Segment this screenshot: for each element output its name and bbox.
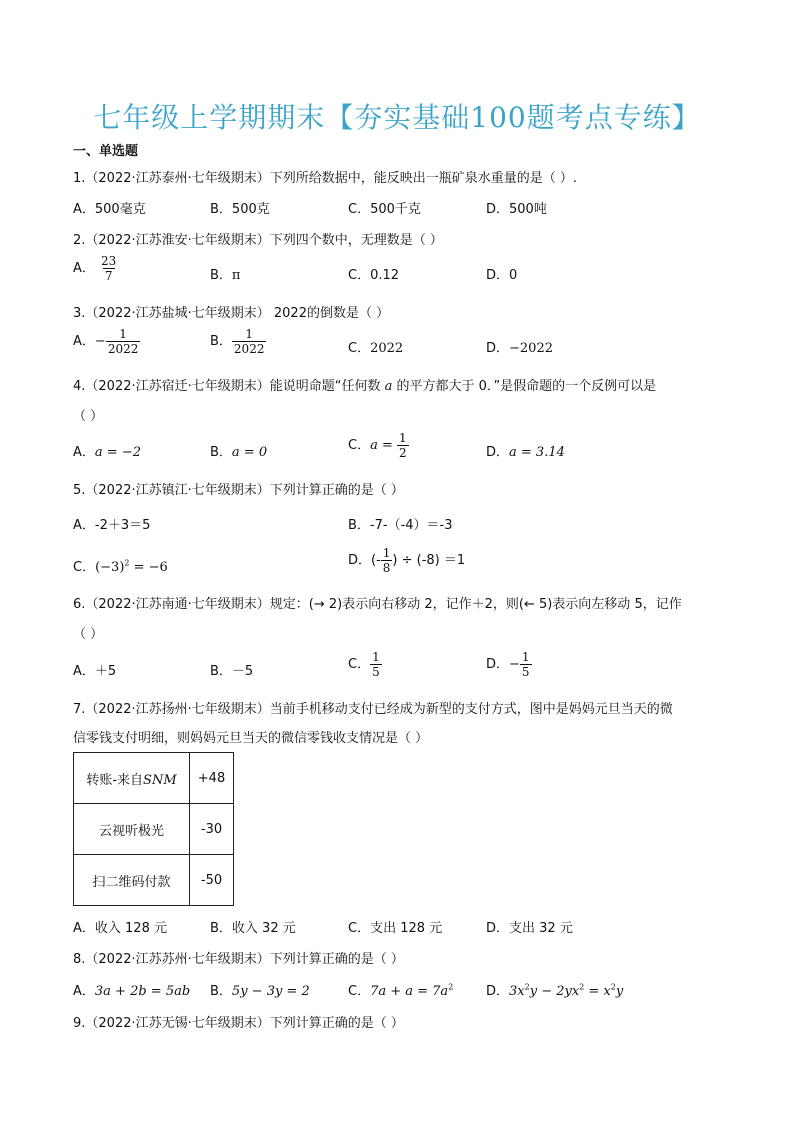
q6-option-d-sign: − — [509, 657, 520, 672]
q8-d-exp1: 2 — [524, 982, 530, 992]
question-4-paren: （ ） — [73, 409, 104, 424]
row1-label: 转账-来自 — [86, 772, 144, 788]
table-cell-label: 云视听极光 — [74, 804, 190, 855]
q7-option-c: C．支出 128 元 — [348, 921, 443, 936]
q4-option-b-label: B． — [210, 445, 232, 460]
q2-fraction-denominator: 7 — [104, 269, 113, 283]
q8-option-c-exponent: 2 — [448, 982, 454, 992]
q2-option-c-label: C． — [348, 268, 371, 283]
table-cell-value: -50 — [190, 855, 234, 906]
q2-option-c — [348, 264, 399, 283]
table-cell-value: -30 — [190, 804, 234, 855]
q4-option-a-value: a = −2 — [94, 445, 141, 460]
q3-a-numerator: 1 — [119, 327, 127, 341]
q8-option-c-value: 7a + a = 7a — [370, 984, 449, 999]
q5-option-a: A．-2＋3＝5 — [73, 518, 151, 533]
question-7-stem-line2: 信零钱支付明细，则妈妈元旦当天的微信零钱收支情况是（ ） — [73, 731, 429, 746]
q6-option-c-fraction — [370, 650, 382, 679]
q4-c-numerator: 1 — [399, 431, 407, 445]
q4-option-c-label: C． — [348, 438, 371, 453]
q8-d-term3: = x — [584, 984, 611, 999]
q3-option-a-sign: − — [94, 334, 106, 349]
q4-option-c — [348, 431, 409, 460]
page-title: 七年级上学期期末【夯实基础100题考点专练】 — [93, 101, 701, 134]
section-heading: 一、单选题 — [73, 144, 139, 159]
q8-option-d-label: D． — [486, 984, 510, 999]
q5-option-d — [348, 546, 465, 575]
table-cell-value: +48 — [190, 753, 234, 804]
q1-option-b: B．500克 — [210, 202, 270, 217]
q1-option-c: C．500千克 — [348, 202, 421, 217]
q3-b-denominator: 2022 — [233, 342, 265, 356]
q4-option-b — [210, 441, 267, 460]
question-3-stem: 3.（2022·江苏盐城·七年级期末） 2022的倒数是（ ） — [73, 306, 390, 321]
q8-option-a — [73, 980, 190, 999]
q8-option-c — [348, 980, 453, 999]
q2-fraction-numerator: 23 — [101, 254, 117, 268]
q3-option-d — [486, 337, 553, 356]
q8-d-term2: y − 2yx — [529, 984, 580, 999]
q6-option-b-label: B． — [210, 664, 232, 679]
table-row — [74, 855, 234, 906]
q3-option-b-fraction — [232, 327, 267, 356]
q4-option-a — [73, 441, 141, 460]
q5-d-denominator: 8 — [382, 561, 391, 575]
q8-option-b-label: B． — [210, 984, 232, 999]
table-cell-label — [74, 753, 190, 804]
q2-option-a-label: A． — [73, 261, 95, 276]
q6-option-c-label: C． — [348, 657, 371, 672]
q5-option-c-label: C． — [73, 560, 96, 575]
question-8-stem: 8.（2022·江苏苏州·七年级期末）下列计算正确的是（ ） — [73, 952, 404, 967]
q2-option-d-label: D． — [486, 268, 510, 283]
q5-option-d-label: D．(- — [348, 553, 381, 568]
q1-option-d: D．500吨 — [486, 202, 547, 217]
q2-option-b-value: π — [231, 268, 241, 283]
q8-option-a-label: A． — [73, 984, 95, 999]
q6-option-d — [486, 650, 532, 679]
q4-stem-part2: 的平方都大于 0．”是假命题的一个反例可以是 — [396, 379, 657, 394]
q3-option-d-value: −2022 — [509, 341, 553, 356]
q6-option-a-value: ＋5 — [94, 664, 117, 679]
q5-option-b: B．-7-（-4）＝-3 — [348, 518, 453, 533]
q8-option-d — [486, 980, 623, 999]
table-row — [74, 753, 234, 804]
q2-option-a — [73, 254, 118, 283]
q5-option-c — [73, 556, 168, 575]
q3-option-b — [210, 327, 266, 356]
q4-stem-variable: a — [384, 379, 393, 394]
payment-details-table — [73, 752, 234, 906]
q1-option-a: A．500毫克 — [73, 202, 146, 217]
row1-label-em: SNM — [143, 772, 177, 788]
q2-option-b — [210, 264, 240, 283]
q3-option-c-value: 2022 — [370, 341, 404, 356]
q3-option-a — [73, 327, 140, 356]
q3-a-denominator: 2022 — [107, 342, 139, 356]
q4-option-d — [486, 441, 565, 460]
q8-option-a-value: 3a + 2b = 5ab — [94, 984, 191, 999]
question-4-stem — [73, 375, 656, 394]
q4-option-b-value: a = 0 — [231, 445, 268, 460]
q2-fraction — [99, 254, 118, 283]
q6-option-d-label: D． — [486, 657, 510, 672]
q8-d-exp2: 2 — [579, 982, 585, 992]
q7-option-a: A．收入 128 元 — [73, 921, 167, 936]
q4-c-denominator: 2 — [399, 446, 407, 460]
table-row — [74, 804, 234, 855]
q4-stem-part1: 4.（2022·江苏宿迁·七年级期末）能说明命题“任何数 — [73, 379, 381, 394]
q5-option-d-fraction — [381, 546, 393, 575]
q5-option-c-exponent: 2 — [124, 558, 130, 568]
q4-option-d-value: a = 3.14 — [509, 445, 565, 460]
q8-option-c-label: C． — [348, 984, 371, 999]
table-cell-label: 扫二维码付款 — [74, 855, 190, 906]
q5-option-d-rest: ) ÷ (-8) ＝1 — [392, 553, 466, 568]
q3-b-numerator: 1 — [245, 327, 254, 341]
question-7-stem-line1: 7.（2022·江苏扬州·七年级期末）当前手机移动支付已经成为新型的支付方式，图中是妈妈元旦当天的微 — [73, 702, 673, 717]
q6-option-a-label: A． — [73, 664, 95, 679]
q6-d-numerator: 1 — [521, 650, 530, 664]
q6-option-c — [348, 650, 382, 679]
q2-option-d-value: 0 — [509, 268, 518, 283]
q6-c-denominator: 5 — [372, 665, 380, 679]
question-1-stem: 1.（2022·江苏泰州·七年级期末）下列所给数据中，能反映出一瓶矿泉水重量的是（ ）. — [73, 171, 578, 186]
q7-option-b: B．收入 32 元 — [210, 921, 296, 936]
q3-option-c — [348, 337, 403, 356]
q5-option-c-rest: = −6 — [129, 560, 168, 575]
q5-d-numerator: 1 — [382, 546, 391, 560]
q3-option-d-label: D． — [486, 341, 510, 356]
q3-option-a-label: A． — [73, 334, 95, 349]
q3-option-a-fraction — [106, 327, 141, 356]
q3-option-c-label: C． — [348, 341, 371, 356]
q5-option-c-base: (−3) — [95, 560, 125, 575]
q4-option-c-fraction — [397, 431, 409, 460]
q2-option-d — [486, 264, 517, 283]
q2-option-b-label: B． — [210, 268, 232, 283]
q4-option-c-pre: a = — [370, 438, 393, 453]
q4-option-d-label: D． — [486, 445, 510, 460]
question-6-paren: （ ） — [73, 627, 104, 642]
q6-option-b — [210, 660, 253, 679]
question-5-stem: 5.（2022·江苏镇江·七年级期末）下列计算正确的是（ ） — [73, 483, 404, 498]
q7-option-d: D．支出 32 元 — [486, 921, 573, 936]
q6-d-denominator: 5 — [521, 665, 530, 679]
q3-option-b-label: B． — [210, 334, 232, 349]
q8-d-term1: 3x — [509, 984, 525, 999]
q8-d-exp3: 2 — [610, 982, 616, 992]
question-2-stem: 2.（2022·江苏淮安·七年级期末）下列四个数中，无理数是（ ） — [73, 233, 443, 248]
q6-c-numerator: 1 — [372, 650, 380, 664]
question-9-stem: 9.（2022·江苏无锡·七年级期末）下列计算正确的是（ ） — [73, 1016, 404, 1031]
question-6-stem: 6.（2022·江苏南通·七年级期末）规定：(→ 2)表示向右移动 2，记作＋2，则(← 5)表示向左移动 5，记作 — [73, 597, 682, 612]
q6-option-b-value: －5 — [231, 664, 254, 679]
q4-option-a-label: A． — [73, 445, 95, 460]
q8-option-b-value: 5y − 3y = 2 — [231, 984, 310, 999]
q6-option-d-fraction — [520, 650, 532, 679]
q8-option-b — [210, 980, 310, 999]
q8-d-term4: y — [615, 984, 624, 999]
q2-option-c-value: 0.12 — [370, 268, 400, 283]
q6-option-a — [73, 660, 116, 679]
